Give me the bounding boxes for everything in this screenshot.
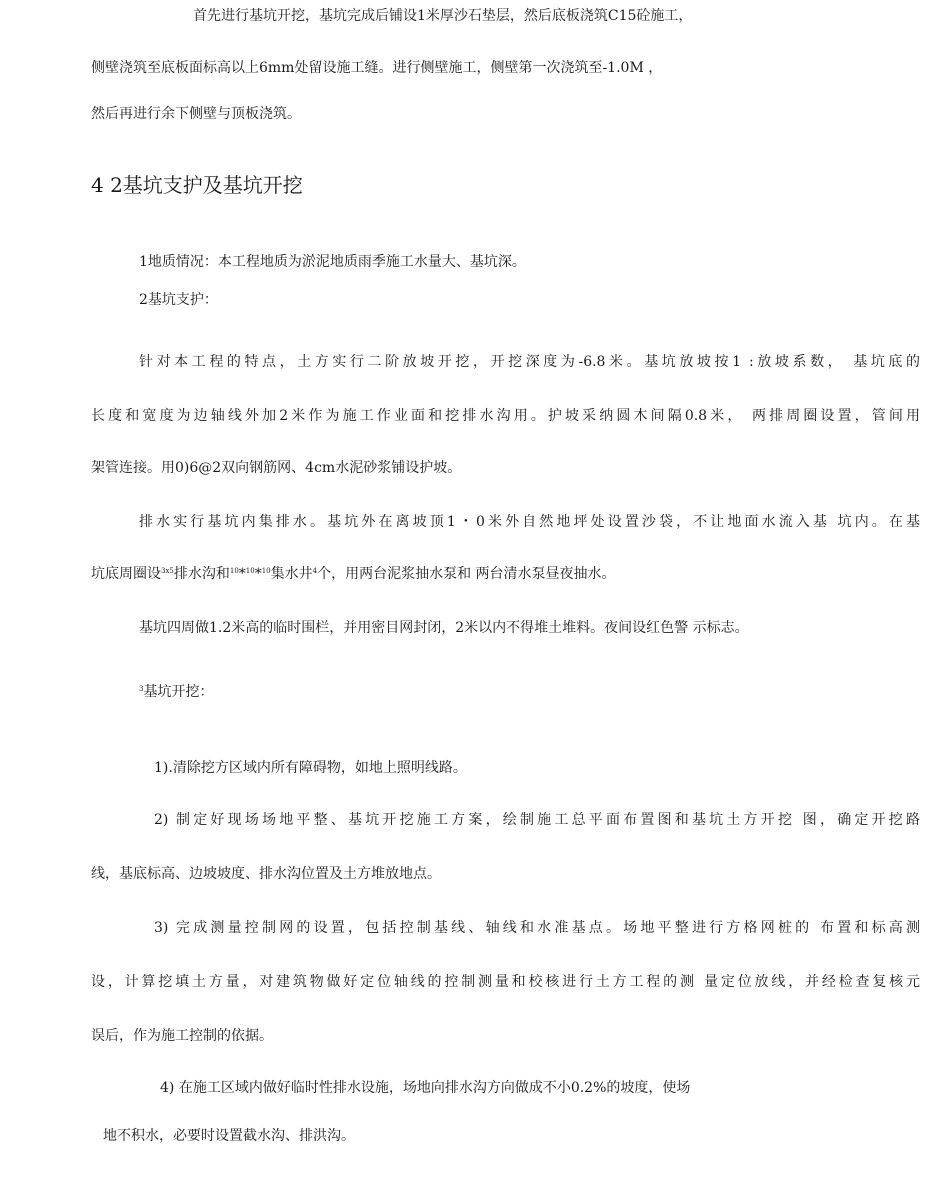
geology-item: 1地质情况：本工程地质为淤泥地质雨季施工水量大、基坑深。: [139, 254, 526, 270]
excavation-label-text: 基坑开挖：: [143, 684, 214, 700]
excavation-step-3-line-3: 误后，作为施工控制的依据。: [91, 1028, 273, 1044]
support-p2-line-2: [91, 564, 616, 584]
support-p2-text-b: 排水沟和: [173, 566, 230, 582]
support-p2-text-d: *: [254, 566, 262, 582]
excavation-step-3-line-2: 设，计算挖填土方量，对建筑物做好定位轴线的控制测量和校核进行土方工程的测 量定位放线，并经检查复核元: [91, 974, 920, 990]
support-p1-line-1: 针对本工程的特点，土方实行二阶放坡开挖，开挖深度为-6.8米。基坑放坡按1 :放坡系数， 基坑底的: [139, 354, 920, 370]
support-p2-text-c: *: [238, 566, 246, 582]
well-dim-sup-2: 10: [245, 567, 255, 575]
well-count-sup: 4: [312, 567, 318, 575]
intro-line-2: 侧壁浇筑至底板面标高以上6mm处留设施工缝。进行侧壁施工，侧壁第一次浇筑至-1.0M ，: [91, 60, 663, 76]
intro-line-1: 首先进行基坑开挖，基坑完成后铺设1米厚沙石垫层，然后底板浇筑C15砼施工，: [193, 8, 693, 24]
excavation-step-1: 1).清除挖方区域内所有障碍物，如地上照明线路。: [154, 760, 467, 776]
support-label: 2基坑支护：: [139, 292, 218, 308]
excavation-step-4-line-1: 4) 在施工区域内做好临时性排水设施，场地向排水沟方向做成不小0.2%的坡度，使场: [160, 1080, 691, 1096]
section-heading: 4 2基坑支护及基坑开挖: [91, 173, 303, 197]
ditch-size-sup: 3x5: [161, 567, 174, 575]
support-p2-text-a: 坑底周圈设: [91, 566, 161, 582]
support-p2-text-e: 集水井: [270, 566, 313, 582]
well-dim-sup-3: 10: [261, 567, 271, 575]
support-p3-line-1: 基坑四周做1.2米高的临时围栏，并用密目网封闭，2米以内不得堆土堆料。夜间设红色警 示标志。: [139, 620, 749, 636]
excavation-step-3-line-1: 3) 完成测量控制网的设置，包括控制基线、轴线和水准基点。场地平整进行方格网桩的 布置和标高测: [154, 920, 920, 936]
intro-line-3: 然后再进行余下侧壁与顶板浇筑。: [91, 106, 301, 122]
support-p2-line-1: 排水实行基坑内集排水。基坑外在离坡顶1・0米外自然地坪处设置沙袋，不让地面水流入基 坑内。在基: [139, 514, 920, 530]
support-p2-text-f: 个，用两台泥浆抽水泵和 两台清水泵昼夜抽水。: [317, 566, 616, 582]
excavation-step-4-line-2: 地不积水，必要时设置截水沟、排洪沟。: [103, 1128, 355, 1144]
excavation-label-num: 3: [139, 685, 144, 693]
excavation-step-2-line-2: 线，基底标高、边坡坡度、排水沟位置及土方堆放地点。: [91, 866, 441, 882]
support-p1-line-2: 长度和宽度为边轴线外加2米作为施工作业面和挖排水沟用。护坡采纳圆木间隔0.8米， 两排周圈设置，管间用: [91, 408, 920, 424]
excavation-step-2-line-1: 2) 制定好现场场地平整、基坑开挖施工方案，绘制施工总平面布置图和基坑土方开挖 图，确定开挖路: [154, 812, 920, 828]
well-dim-sup-1: 10: [229, 567, 239, 575]
excavation-label: [139, 682, 213, 702]
support-p1-line-3: 架管连接。用0)6@2双向钢筋网、4cm水泥砂浆铺设护坡。: [91, 460, 462, 476]
